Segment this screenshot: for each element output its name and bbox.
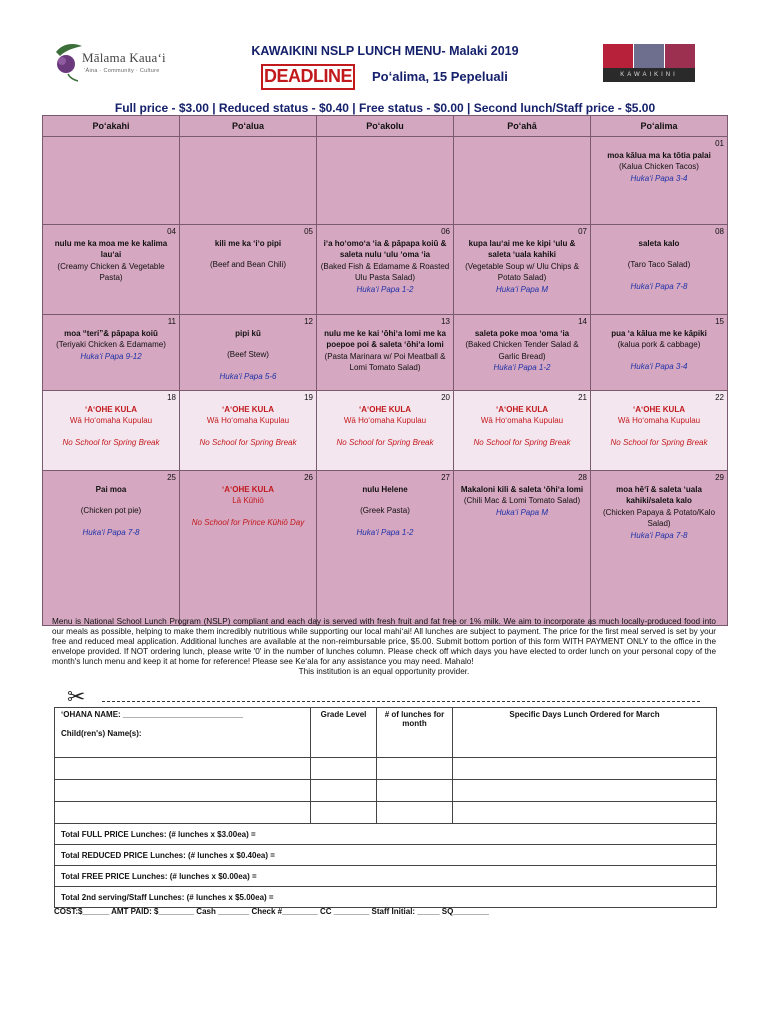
day-cell bbox=[591, 225, 728, 315]
grade-cell[interactable] bbox=[311, 780, 377, 802]
holiday-note: No School for Spring Break bbox=[199, 437, 297, 447]
day-number: 20 bbox=[441, 393, 450, 402]
day-cell bbox=[317, 471, 454, 626]
day-number: 07 bbox=[578, 227, 587, 236]
english-dish-name: (Baked Fish & Edamame & Roasted Ulu Pasta Salad) bbox=[320, 261, 450, 282]
spacer bbox=[594, 427, 724, 437]
hawaiian-dish-name: pua ʻa kālua me ke kāpiki bbox=[611, 328, 707, 338]
logo-pattern-red bbox=[603, 44, 633, 68]
logo-pattern-maroon bbox=[665, 44, 695, 68]
day-cell bbox=[454, 225, 591, 315]
grade-unit-label: Hukaʻi Papa 7-8 bbox=[630, 530, 688, 540]
hawaiian-dish-name: kupa lauʻai me ke kipi ʻulu & saleta ʻuala kahiki bbox=[468, 238, 576, 259]
day-cell bbox=[317, 391, 454, 471]
holiday-note: No School for Spring Break bbox=[610, 437, 708, 447]
day-number: 28 bbox=[578, 473, 587, 482]
hawaiian-dish-name: saleta kalo bbox=[638, 238, 680, 248]
day-cell bbox=[454, 137, 591, 225]
day-cell bbox=[43, 471, 180, 626]
day-number: 13 bbox=[441, 317, 450, 326]
spacer bbox=[46, 517, 176, 527]
deadline-date: Poʻalima, 15 Pepeluali bbox=[372, 69, 508, 84]
scissors-icon: ✂ bbox=[67, 684, 86, 709]
hawaiian-dish-name: moa “teri”& pāpapa koiū bbox=[64, 328, 158, 338]
day-number: 01 bbox=[715, 139, 724, 148]
day-number: 04 bbox=[167, 227, 176, 236]
child-name-cell[interactable] bbox=[55, 758, 311, 780]
day-number: 08 bbox=[715, 227, 724, 236]
grade-unit-label: Hukaʻi Papa 1-2 bbox=[356, 284, 414, 294]
cut-line bbox=[102, 701, 700, 702]
holiday-name: Wā Hoʻomaha Kupulau bbox=[480, 416, 564, 425]
grade-cell[interactable] bbox=[311, 802, 377, 824]
day-number: 05 bbox=[304, 227, 313, 236]
week-row bbox=[43, 315, 728, 391]
spacer bbox=[183, 427, 313, 437]
day-number: 22 bbox=[715, 393, 724, 402]
grade-unit-label: Hukaʻi Papa 3-4 bbox=[630, 173, 688, 183]
day-header: Poʻalima bbox=[591, 116, 728, 137]
day-header: Poʻalua bbox=[180, 116, 317, 137]
no-school-label: ʻAʻOHE KULA bbox=[85, 404, 137, 414]
day-number: 11 bbox=[167, 317, 176, 326]
spacer bbox=[320, 495, 450, 505]
specific-days-label: Specific Days Lunch Ordered for March bbox=[509, 710, 660, 719]
lunches-cell[interactable] bbox=[377, 802, 453, 824]
day-cell bbox=[180, 137, 317, 225]
day-cell bbox=[454, 391, 591, 471]
day-cell bbox=[180, 391, 317, 471]
day-cell bbox=[454, 471, 591, 626]
day-header-row bbox=[43, 116, 728, 137]
day-cell bbox=[180, 471, 317, 626]
day-number: 18 bbox=[167, 393, 176, 402]
specific-days-field[interactable] bbox=[453, 708, 717, 758]
hawaiian-dish-name: nulu Helene bbox=[362, 484, 408, 494]
day-header: Poʻahā bbox=[454, 116, 591, 137]
menu-calendar bbox=[42, 115, 728, 626]
children-names-label: Child(ren's) Name(s): bbox=[61, 729, 142, 738]
spacer bbox=[320, 517, 450, 527]
day-cell bbox=[180, 225, 317, 315]
day-number: 14 bbox=[578, 317, 587, 326]
no-school-label: ʻAʻOHE KULA bbox=[496, 404, 548, 414]
day-cell bbox=[180, 315, 317, 391]
english-dish-name: (Chicken pot pie) bbox=[80, 506, 142, 515]
spacer bbox=[46, 427, 176, 437]
pricing-line: Full price - $3.00 | Reduced status - $0.40 | Free status - $0.00 | Second lunch/Staff price - $5.00 bbox=[114, 101, 656, 115]
org-name: Mālama Kauaʻi bbox=[82, 50, 166, 65]
total-row bbox=[55, 866, 717, 887]
english-dish-name: (Greek Pasta) bbox=[360, 506, 410, 515]
spacer bbox=[320, 427, 450, 437]
kawaikini-logo bbox=[603, 44, 695, 84]
spacer bbox=[183, 507, 313, 517]
holiday-name: Lā Kūhiō bbox=[232, 496, 264, 505]
grade-unit-label: Hukaʻi Papa M bbox=[495, 507, 549, 517]
spacer bbox=[457, 427, 587, 437]
english-dish-name: (Beef Stew) bbox=[227, 350, 269, 359]
no-school-label: ʻAʻOHE KULA bbox=[222, 404, 274, 414]
day-number: 21 bbox=[578, 393, 587, 402]
child-name-cell[interactable] bbox=[55, 780, 311, 802]
grade-cell[interactable] bbox=[311, 758, 377, 780]
hawaiian-dish-name: Pai moa bbox=[95, 484, 127, 494]
english-dish-name: (Vegetable Soup w/ Ulu Chips & Potato Salad) bbox=[465, 261, 579, 282]
grade-level-field[interactable] bbox=[311, 708, 377, 758]
holiday-name: Wā Hoʻomaha Kupulau bbox=[69, 416, 153, 425]
hawaiian-dish-name: moa kālua ma ka tōtia palai bbox=[607, 150, 711, 160]
english-dish-name: (Creamy Chicken & Vegetable Pasta) bbox=[57, 261, 165, 282]
days-cell[interactable] bbox=[453, 758, 717, 780]
spacer bbox=[46, 495, 176, 505]
hawaiian-dish-name: nulu me ka moa me ke kalima lauʻai bbox=[54, 238, 168, 259]
menu-notes bbox=[52, 617, 716, 678]
page-title: KAWAIKINI NSLP LUNCH MENU- Malaki 2019 bbox=[251, 44, 519, 58]
total-line[interactable]: Total REDUCED PRICE Lunches: (# lunches x $0.40ea) = bbox=[55, 845, 717, 866]
logo-pattern-gray bbox=[634, 44, 664, 68]
holiday-name: Wā Hoʻomaha Kupulau bbox=[617, 416, 701, 425]
days-cell[interactable] bbox=[453, 802, 717, 824]
english-dish-name: (Taro Taco Salad) bbox=[627, 260, 691, 269]
ohana-name-field[interactable] bbox=[55, 708, 311, 758]
day-cell bbox=[43, 391, 180, 471]
lunches-count-field[interactable] bbox=[377, 708, 453, 758]
no-school-label: ʻAʻOHE KULA bbox=[633, 404, 685, 414]
day-number: 12 bbox=[304, 317, 313, 326]
logo-wordmark: KAWAIKINI bbox=[603, 68, 695, 82]
holiday-note: No School for Prince Kūhiō Day bbox=[191, 517, 305, 527]
day-cell bbox=[454, 315, 591, 391]
week-row bbox=[43, 225, 728, 315]
hawaiian-dish-name: Makaloni kili & saleta ʻōhiʻa lomi bbox=[460, 484, 584, 494]
lunches-cell[interactable] bbox=[377, 758, 453, 780]
no-school-label: ʻAʻOHE KULA bbox=[359, 404, 411, 414]
english-dish-name: (Teriyaki Chicken & Edamame) bbox=[56, 340, 166, 349]
no-school-label: ʻAʻOHE KULA bbox=[222, 484, 274, 494]
hawaiian-dish-name: moa hēʻī & saleta ʻuala kahiki/saleta kalo bbox=[616, 484, 702, 505]
english-dish-name: (Chicken Papaya & Potato/Kalo Salad) bbox=[602, 507, 716, 528]
day-cell bbox=[591, 137, 728, 225]
day-number: 26 bbox=[304, 473, 313, 482]
spacer bbox=[183, 361, 313, 371]
grade-unit-label: Hukaʻi Papa 1-2 bbox=[356, 527, 414, 537]
english-dish-name: (Baked Chicken Tender Salad & Garlic Bread) bbox=[465, 340, 579, 361]
total-row bbox=[55, 887, 717, 908]
lunches-count-label: # of lunches for month bbox=[384, 710, 445, 728]
ohana-name-label: ʻOHANA NAME: ___________________________ bbox=[61, 710, 244, 719]
days-cell[interactable] bbox=[453, 780, 717, 802]
spacer bbox=[594, 271, 724, 281]
grade-unit-label: Hukaʻi Papa 3-4 bbox=[630, 361, 688, 371]
cost-payment-line: COST:$______ AMT PAID: $________ Cash _______ Check #________ CC ________ Staff Initial: _____ SQ________ bbox=[54, 907, 489, 916]
total-line[interactable]: Total FULL PRICE Lunches: (# lunches x $3.00ea) = bbox=[55, 824, 717, 845]
hawaiian-dish-name: pipi kū bbox=[235, 328, 261, 338]
week-row bbox=[43, 391, 728, 471]
hawaiian-dish-name: kili me ka ʻiʻo pipi bbox=[214, 238, 282, 248]
english-dish-name: (Pasta Marinara w/ Poi Meatball & Lomi Tomato Salad) bbox=[324, 351, 446, 372]
day-cell bbox=[317, 225, 454, 315]
notes-body: Menu is National School Lunch Program (NSLP) compliant and each day is served with fresh fruit and fat free or 1% milk. We aim to incorporate as much locally-produced food into our meals as possible, helping to make them incredibly nutritious while supporting our local mahiʻai! All lunches are subject to payment. The price for the first meal served is set by your free and reduced meal application. Additional lunches are available at the non-reimbursable price, $5.00. Submit bottom portion of this form WITH PAYMENT ONLY to the office in the envelope provided. If NOT ordering lunch, please write '0' in the number of lunches column. Please check off which days you have elected to order lunch on your personal copy of the month's lunch menu and keep it at home for reference! Please see Keʻala for any assistance you may need. Mahalo! bbox=[52, 617, 716, 667]
hawaiian-dish-name: saleta poke moa ʻoma ʻia bbox=[474, 328, 570, 338]
deadline-stamp: DEADLINE bbox=[261, 64, 355, 90]
holiday-name: Wā Hoʻomaha Kupulau bbox=[343, 416, 427, 425]
english-dish-name: (Kalua Chicken Tacos) bbox=[619, 162, 699, 171]
grade-unit-label: Hukaʻi Papa 9-12 bbox=[80, 351, 142, 361]
total-line[interactable]: Total 2nd serving/Staff Lunches: (# lunches x $5.00ea) = bbox=[55, 887, 717, 908]
grade-unit-label: Hukaʻi Papa 7-8 bbox=[630, 281, 688, 291]
english-dish-name: (kalua pork & cabbage) bbox=[617, 340, 701, 349]
grade-unit-label: Hukaʻi Papa 5-6 bbox=[219, 371, 277, 381]
grade-level-label: Grade Level bbox=[320, 710, 367, 719]
day-cell bbox=[591, 391, 728, 471]
week-row bbox=[43, 137, 728, 225]
day-header: Poʻakolu bbox=[317, 116, 454, 137]
grade-unit-label: Hukaʻi Papa 1-2 bbox=[493, 363, 551, 372]
holiday-name: Wā Hoʻomaha Kupulau bbox=[206, 416, 290, 425]
day-number: 19 bbox=[304, 393, 313, 402]
holiday-note: No School for Spring Break bbox=[473, 437, 571, 447]
day-cell bbox=[317, 315, 454, 391]
grade-unit-label: Hukaʻi Papa M bbox=[495, 284, 549, 294]
spacer bbox=[594, 249, 724, 259]
child-name-cell[interactable] bbox=[55, 802, 311, 824]
day-number: 25 bbox=[167, 473, 176, 482]
hawaiian-dish-name: iʻa hoʻomoʻa ʻia & pāpapa koiū & saleta nulu ʻulu ʻoma ʻia bbox=[323, 238, 447, 259]
spacer bbox=[183, 339, 313, 349]
day-header: Poʻakahi bbox=[43, 116, 180, 137]
holiday-note: No School for Spring Break bbox=[62, 437, 160, 447]
day-cell bbox=[591, 471, 728, 626]
day-cell bbox=[317, 137, 454, 225]
day-cell bbox=[591, 315, 728, 391]
total-line[interactable]: Total FREE PRICE Lunches: (# lunches x $0.00ea) = bbox=[55, 866, 717, 887]
day-cell bbox=[43, 137, 180, 225]
english-dish-name: (Chili Mac & Lomi Tomato Salad) bbox=[463, 496, 581, 505]
org-tagline: ʻĀina · Community · Culture bbox=[84, 68, 160, 74]
day-number: 27 bbox=[441, 473, 450, 482]
day-cell bbox=[43, 315, 180, 391]
spacer bbox=[594, 351, 724, 361]
english-dish-name: (Beef and Bean Chili) bbox=[209, 260, 287, 269]
total-row bbox=[55, 845, 717, 866]
spacer bbox=[183, 249, 313, 259]
lunches-cell[interactable] bbox=[377, 780, 453, 802]
day-number: 06 bbox=[441, 227, 450, 236]
day-number: 29 bbox=[715, 473, 724, 482]
day-cell bbox=[43, 225, 180, 315]
order-form bbox=[54, 707, 717, 908]
hawaiian-dish-name: nulu me ke kai ʻōhiʻa lomi me ka poepoe poi & saleta ʻōhiʻa lomi bbox=[324, 328, 446, 349]
total-row bbox=[55, 824, 717, 845]
grade-unit-label: Hukaʻi Papa 7-8 bbox=[82, 527, 140, 537]
day-number: 15 bbox=[715, 317, 724, 326]
equal-opportunity: This institution is an equal opportunity provider. bbox=[298, 667, 470, 677]
week-row bbox=[43, 471, 728, 626]
holiday-note: No School for Spring Break bbox=[336, 437, 434, 447]
